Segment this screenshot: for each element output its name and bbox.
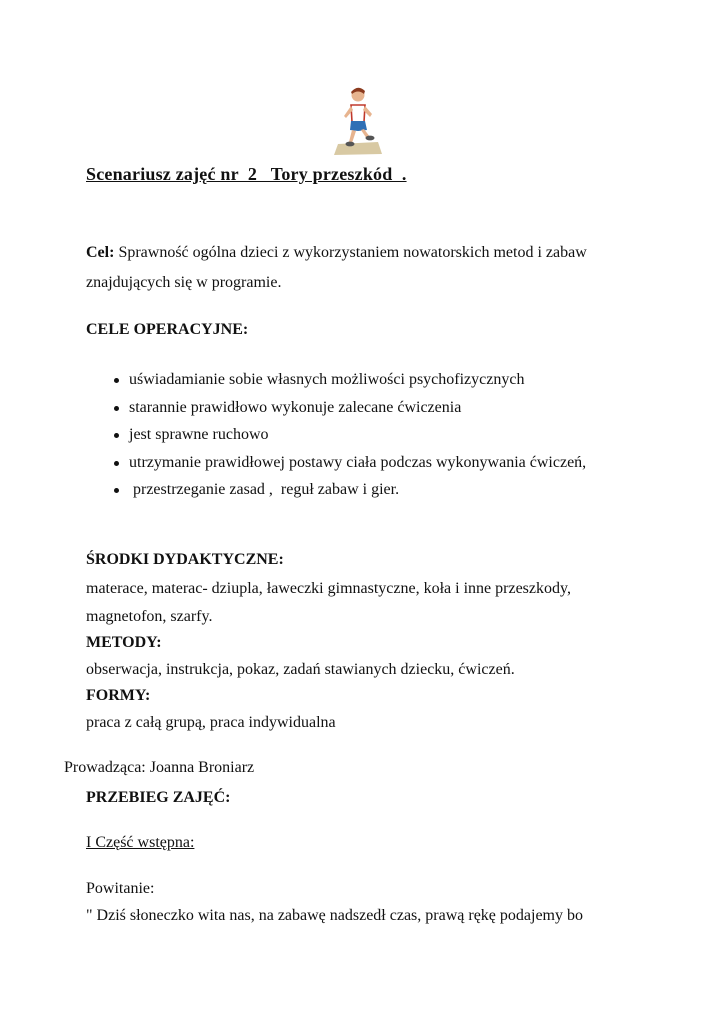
means-line2: magnetofon, szarfy.	[86, 607, 213, 625]
part1-heading: I Część wstępna:	[86, 834, 195, 851]
bullet-icon	[114, 406, 119, 411]
greeting-text: " Dziś słoneczko wita nas, na zabawę nadszedł czas, prawą rękę podajemy bo	[86, 907, 583, 924]
means-section	[86, 547, 646, 736]
list-item: utrzymanie prawidłowej postawy ciała podczas wykonywania ćwiczeń,	[86, 449, 686, 477]
document-title: Scenariusz zajęć nr 2 Tory przeszkód .	[86, 164, 407, 184]
methods-text: obserwacja, instrukcja, pokaz, zadań stawianych dziecku, ćwiczeń.	[86, 660, 515, 678]
goal-label: Cel:	[86, 244, 115, 261]
forms-heading: FORMY:	[86, 687, 151, 704]
runner-illustration	[330, 84, 386, 156]
bullet-icon	[114, 433, 119, 438]
course-heading: PRZEBIEG ZAJĘĆ:	[86, 789, 231, 806]
bullet-icon	[114, 488, 119, 493]
leader-name: Prowadząca: Joanna Broniarz	[64, 759, 255, 776]
runner-clipart-icon	[330, 84, 386, 156]
forms-text: praca z całą grupą, praca indywidualna	[86, 713, 336, 731]
bullet-icon	[114, 461, 119, 466]
list-item: uświadamianie sobie własnych możliwości psychofizycznych	[86, 366, 686, 394]
objectives-list	[86, 366, 686, 504]
means-heading: ŚRODKI DYDAKTYCZNE:	[86, 551, 284, 568]
greeting-label: Powitanie:	[86, 880, 155, 897]
methods-heading: METODY:	[86, 634, 162, 651]
goal-section	[86, 238, 646, 298]
means-line1: materace, materac- dziupla, ławeczki gimnastyczne, koła i inne przeszkody,	[86, 579, 571, 597]
goal-text-line2: znajdujących się w programie.	[86, 274, 282, 291]
list-item: przestrzeganie zasad , reguł zabaw i gier.	[86, 476, 686, 504]
bullet-icon	[114, 378, 119, 383]
list-item: jest sprawne ruchowo	[86, 421, 686, 449]
objectives-heading: CELE OPERACYJNE:	[86, 321, 249, 338]
list-item: starannie prawidłowo wykonuje zalecane ćwiczenia	[86, 394, 686, 422]
goal-text-line1: Sprawność ogólna dzieci z wykorzystaniem nowatorskich metod i zabaw	[114, 244, 587, 261]
